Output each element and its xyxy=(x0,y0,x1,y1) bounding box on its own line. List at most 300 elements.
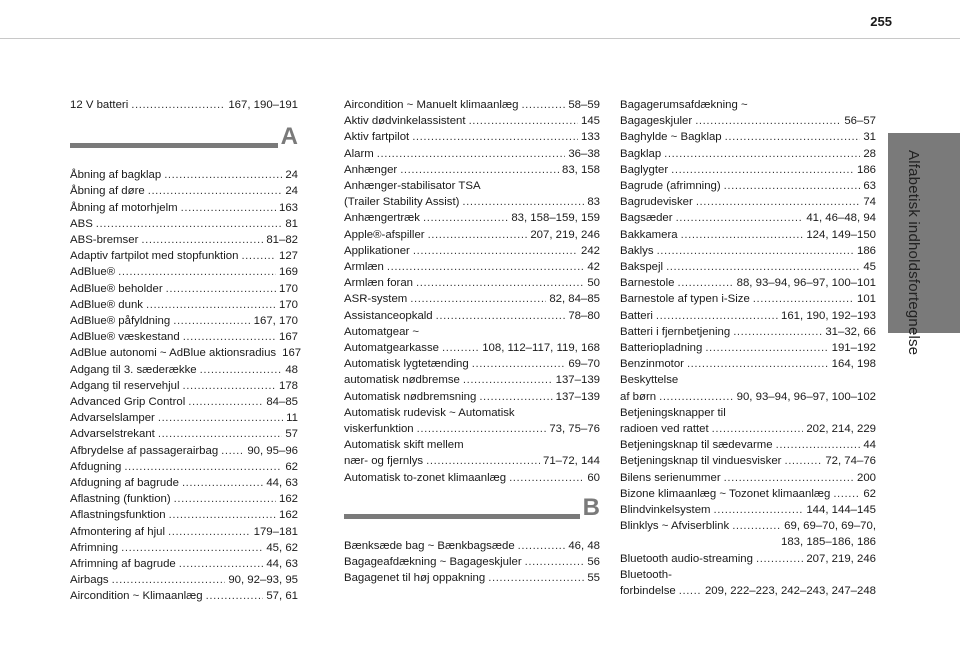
entry-pages: 164, 198 xyxy=(831,358,876,371)
entry-term: Bagageafdækning ~ Bagageskjuler xyxy=(344,556,522,569)
entry-pages: 186 xyxy=(856,244,876,257)
entry-term: Batteriopladning xyxy=(620,342,703,355)
entry-pages: 202, 214, 229 xyxy=(806,423,876,436)
entry-term: Bagklap xyxy=(620,147,662,160)
index-entry xyxy=(70,297,298,313)
index-entry xyxy=(70,281,298,297)
dot-leader xyxy=(664,146,860,162)
index-entry xyxy=(70,264,298,280)
entry-term: AdBlue® påfyldning xyxy=(70,315,171,328)
index-entry xyxy=(70,556,298,572)
entry-pages: 108, 112–117, 119, 168 xyxy=(482,342,600,355)
dot-leader xyxy=(676,210,804,226)
index-entry xyxy=(70,394,298,410)
entry-pages: 90, 95–96 xyxy=(247,444,298,457)
entry-pages: 45 xyxy=(863,261,876,274)
entry-term: Bizone klimaanlæg ~ Tozonet klimaanlæg xyxy=(620,487,831,500)
index-entry xyxy=(70,540,298,556)
index-entry xyxy=(620,243,876,259)
entry-pages: 36–38 xyxy=(568,147,600,160)
entry-pages: 44 xyxy=(863,439,876,452)
index-entry xyxy=(70,329,298,345)
index-entry xyxy=(70,313,298,329)
index-entry xyxy=(620,502,876,518)
entry-term: (Trailer Stability Assist) xyxy=(344,196,460,209)
entry-term: Betjeningsknap til sædevarme xyxy=(620,439,773,452)
dot-leader xyxy=(518,538,566,554)
entry-pages: 88, 93–94, 96–97, 100–101 xyxy=(736,277,876,290)
index-entry xyxy=(620,113,876,129)
entry-pages: 73, 75–76 xyxy=(549,423,600,436)
dot-leader xyxy=(724,178,861,194)
entry-pages: 207, 219, 246 xyxy=(806,552,876,565)
entry-pages: 78–80 xyxy=(568,309,600,322)
entry-pages: 90, 92–93, 95 xyxy=(228,574,298,587)
dot-leader xyxy=(426,453,540,469)
index-entry xyxy=(344,146,600,162)
entry-term: Aktiv dødvinkelassistent xyxy=(344,115,466,128)
dot-leader xyxy=(733,324,822,340)
entry-term: Bagrude (afrimning) xyxy=(620,180,721,193)
entry-pages: 62 xyxy=(285,460,298,473)
index-entry xyxy=(70,97,298,113)
dot-leader xyxy=(428,227,528,243)
entry-term: Baghylde ~ Bagklap xyxy=(620,131,722,144)
index-entry xyxy=(344,243,600,259)
entry-term: Armlæn foran xyxy=(344,277,414,290)
entry-term: Adaptiv fartpilot med stopfunktion xyxy=(70,250,239,263)
index-entry xyxy=(344,372,600,388)
entry-pages: 133 xyxy=(580,131,600,144)
index-entry xyxy=(620,518,876,534)
entry-pages: 167, 190–191 xyxy=(228,99,298,111)
dot-leader xyxy=(671,162,854,178)
index-entry xyxy=(70,183,298,199)
entry-term: Advanced Grip Control xyxy=(70,396,186,409)
entry-pages: 167 xyxy=(278,331,298,344)
dot-leader xyxy=(756,551,803,567)
index-entry xyxy=(620,259,876,275)
index-entry xyxy=(620,453,876,469)
entry-pages: 83, 158–159, 159 xyxy=(511,212,600,225)
index-entry xyxy=(344,259,600,275)
entry-term: Åbning af motorhjelm xyxy=(70,201,178,214)
entry-term: Armlæn xyxy=(344,261,384,274)
dot-leader xyxy=(696,194,861,210)
entry-pages: 178 xyxy=(278,379,298,392)
page-number: 255 xyxy=(870,14,892,29)
index-entry xyxy=(70,410,298,426)
entry-pages: 72, 74–76 xyxy=(825,455,876,468)
index-entry xyxy=(70,491,298,507)
entry-term: Batteri i fjernbetjening xyxy=(620,325,731,338)
entry-term: Automatisk lygtetænding xyxy=(344,358,469,371)
dot-leader xyxy=(200,362,283,378)
dot-leader xyxy=(141,232,263,248)
dot-leader xyxy=(164,167,282,183)
dot-leader xyxy=(188,394,263,410)
entry-term: Adgang til reservehjul xyxy=(70,379,180,392)
index-entry xyxy=(344,162,600,178)
entry-term: Afbrydelse af passagerairbag xyxy=(70,444,219,457)
index-entry xyxy=(620,389,876,405)
index-entry xyxy=(620,162,876,178)
entry-term: Åbning af døre xyxy=(70,185,145,198)
dot-leader xyxy=(377,146,566,162)
dot-leader xyxy=(776,437,861,453)
entry-pages: 50 xyxy=(587,277,600,290)
entry-term: Bagrudevisker xyxy=(620,196,693,209)
dot-leader xyxy=(732,518,781,534)
entry-term: AdBlue® væskestand xyxy=(70,331,180,344)
entry-pages: 90, 93–94, 96–97, 100–102 xyxy=(736,390,876,403)
dot-leader xyxy=(179,556,264,572)
index-entry xyxy=(70,232,298,248)
entry-pages: 161, 190, 192–193 xyxy=(780,309,876,322)
entry-pages: 145 xyxy=(580,115,600,128)
index-entry xyxy=(344,421,600,437)
entry-term: Bagsæder xyxy=(620,212,673,225)
entry-pages: 170 xyxy=(278,298,298,311)
entry-pages: 179–181 xyxy=(253,525,298,538)
letter-bar xyxy=(70,143,278,148)
letter-heading-a xyxy=(70,123,298,161)
entry-term: Bænksæde bag ~ Bænkbagsæde xyxy=(344,539,515,552)
index-entry xyxy=(620,210,876,226)
dot-leader xyxy=(166,281,276,297)
entry-term: Baklys xyxy=(620,244,654,257)
entry-pages: 81 xyxy=(285,217,298,230)
entry-term: Aktiv fartpilot xyxy=(344,131,410,144)
entry-term: Apple®-afspiller xyxy=(344,228,425,241)
entry-term: Applikationer xyxy=(344,244,410,257)
entry-pages: 62 xyxy=(863,487,876,500)
entry-term: Bakkamera xyxy=(620,228,678,241)
index-entry xyxy=(70,426,298,442)
index-entry xyxy=(620,227,876,243)
dot-leader xyxy=(158,410,283,426)
dot-leader xyxy=(121,540,263,556)
entry-term: Aircondition ~ Manuelt klimaanlæg xyxy=(344,99,519,111)
entry-term: Afrimning xyxy=(70,541,119,554)
index-entry xyxy=(344,308,600,324)
header-rule xyxy=(0,38,960,39)
index-entry xyxy=(620,308,876,324)
dot-leader xyxy=(183,329,276,345)
entry-pages: 41, 46–48, 94 xyxy=(806,212,876,225)
index-entry xyxy=(620,194,876,210)
chapter-title: Alfabetisk indholdsfortegnelse xyxy=(905,150,922,356)
dot-leader xyxy=(521,97,565,113)
entry-pages: 57, 61 xyxy=(266,590,298,603)
entry-pages: 44, 63 xyxy=(266,558,298,571)
index-entry xyxy=(344,275,600,291)
entry-pages: 209, 222–223, 242–243, 247–248 xyxy=(704,585,876,598)
entry-pages: 81–82 xyxy=(266,234,298,247)
entry-term: Blinklys ~ Afviserblink xyxy=(620,520,730,533)
index-entry xyxy=(70,507,298,523)
index-entry xyxy=(620,583,876,599)
dot-leader xyxy=(413,243,578,259)
entry-pages: 191–192 xyxy=(831,342,876,355)
dot-leader xyxy=(442,340,479,356)
entry-term: Afdugning af bagrude xyxy=(70,477,179,490)
dot-leader xyxy=(146,297,276,313)
entry-term: ASR-system xyxy=(344,293,408,306)
dot-leader xyxy=(753,291,854,307)
index-entry xyxy=(70,345,302,361)
dot-leader xyxy=(677,275,733,291)
dot-leader xyxy=(182,475,263,491)
entry-pages: 11 xyxy=(286,412,298,425)
index-entry xyxy=(70,378,298,394)
entry-term: Barnestole xyxy=(620,277,675,290)
index-entry xyxy=(620,340,876,356)
dot-leader xyxy=(695,113,841,129)
index-entry-line: Bagagerumsafdækning ~ xyxy=(620,99,748,111)
dot-leader xyxy=(118,264,276,280)
entry-term: Automatgearkasse xyxy=(344,342,439,355)
dot-leader xyxy=(463,372,553,388)
index-entry xyxy=(620,356,876,372)
index-entry xyxy=(344,538,600,554)
index-entry xyxy=(70,524,298,540)
index-entry xyxy=(70,248,298,264)
entry-pages: 28 xyxy=(863,147,876,160)
entry-pages: 24 xyxy=(285,169,298,182)
entry-pages: 69, 69–70, 69–70, xyxy=(784,520,876,533)
index-entry xyxy=(344,453,600,469)
index-entry xyxy=(344,570,600,586)
dot-leader xyxy=(181,200,276,216)
entry-pages: 74 xyxy=(863,196,876,209)
index-entry-line: Bluetooth- xyxy=(620,568,672,581)
entry-pages: 56–57 xyxy=(844,115,876,128)
dot-leader xyxy=(112,572,226,588)
entry-pages: 162 xyxy=(278,509,298,522)
index-entry xyxy=(620,291,876,307)
index-entry xyxy=(344,356,600,372)
entry-pages: 57 xyxy=(285,428,298,441)
entry-term: Aflastning (funktion) xyxy=(70,493,171,506)
index-entry-line: Automatisk skift mellem xyxy=(344,439,464,452)
letter-label: B xyxy=(582,493,600,521)
entry-pages: 45, 62 xyxy=(266,541,298,554)
entry-term: Benzinmotor xyxy=(620,358,684,371)
entry-pages: 124, 149–150 xyxy=(806,228,876,241)
dot-leader xyxy=(131,97,225,113)
entry-term: forbindelse xyxy=(620,585,676,598)
entry-pages: 169 xyxy=(278,266,298,279)
index-column-1 xyxy=(70,97,302,605)
entry-term: Assistanceopkald xyxy=(344,309,433,322)
index-entry xyxy=(620,146,876,162)
entry-pages: 31 xyxy=(863,131,876,144)
index-entry xyxy=(620,129,876,145)
dot-leader xyxy=(412,129,578,145)
entry-pages: 44, 63 xyxy=(266,477,298,490)
index-entry xyxy=(70,362,298,378)
entry-pages: 137–139 xyxy=(555,374,600,387)
dot-leader xyxy=(784,453,822,469)
dot-leader xyxy=(174,491,276,507)
entry-term: AdBlue® xyxy=(70,266,116,279)
dot-leader xyxy=(183,378,276,394)
entry-term: Bilens serienummer xyxy=(620,471,721,484)
entry-pages: 200 xyxy=(856,471,876,484)
entry-term: Automatisk to-zonet klimaanlæg xyxy=(344,471,507,484)
entry-pages: 167, 170 xyxy=(253,315,298,328)
index-entry xyxy=(620,275,876,291)
entry-term: Baglygter xyxy=(620,163,669,176)
index-column-3 xyxy=(620,97,876,599)
entry-term: nær- og fjernlys xyxy=(344,455,424,468)
dot-leader xyxy=(158,426,282,442)
entry-term: radioen ved rattet xyxy=(620,423,709,436)
entry-term: Aflastningsfunktion xyxy=(70,509,166,522)
entry-pages: 101 xyxy=(856,293,876,306)
entry-pages: 83, 158 xyxy=(561,163,600,176)
entry-pages: 137–139 xyxy=(555,390,600,403)
entry-term: Afmontering af hjul xyxy=(70,525,165,538)
dot-leader xyxy=(410,291,546,307)
index-entry xyxy=(70,443,298,459)
dot-leader xyxy=(724,470,854,486)
dot-leader xyxy=(656,308,778,324)
index-entry xyxy=(70,167,298,183)
index-entry xyxy=(70,588,298,604)
entry-term: AdBlue® beholder xyxy=(70,282,163,295)
index-entry xyxy=(344,554,600,570)
entry-term: ABS xyxy=(70,217,93,230)
entry-term: Adgang til 3. sæderække xyxy=(70,363,197,376)
entry-pages: 82, 84–85 xyxy=(549,293,600,306)
index-entry xyxy=(70,200,298,216)
index-entry xyxy=(344,340,600,356)
entry-term: Bakspejl xyxy=(620,261,664,274)
index-entry xyxy=(70,216,298,232)
entry-pages: 170 xyxy=(278,282,298,295)
index-entry xyxy=(70,475,298,491)
index-entry xyxy=(70,459,298,475)
index-entry xyxy=(620,421,876,437)
entry-term: Blindvinkelsystem xyxy=(620,504,711,517)
index-entry xyxy=(70,572,298,588)
entry-term: Alarm xyxy=(344,147,374,160)
dot-leader xyxy=(705,340,828,356)
index-entry xyxy=(620,178,876,194)
entry-term: af børn xyxy=(620,390,657,403)
chapter-tab xyxy=(888,133,960,333)
index-entry xyxy=(344,227,600,243)
entry-pages: 46, 48 xyxy=(568,539,600,552)
entry-pages: 56 xyxy=(587,556,600,569)
index-entry xyxy=(344,291,600,307)
entry-pages: 167 xyxy=(282,347,302,360)
entry-term: Anhænger xyxy=(344,163,398,176)
index-entry xyxy=(620,470,876,486)
entry-term: Anhængertræk xyxy=(344,212,420,225)
entry-term: Bluetooth audio-streaming xyxy=(620,552,753,565)
dot-leader xyxy=(96,216,283,232)
entry-pages: 144, 144–145 xyxy=(806,504,876,517)
entry-pages: 207, 219, 246 xyxy=(530,228,600,241)
entry-term: Batteri xyxy=(620,309,653,322)
dot-leader xyxy=(221,443,244,459)
dot-leader xyxy=(725,129,861,145)
index-entry xyxy=(344,129,600,145)
entry-term: Afdugning xyxy=(70,460,122,473)
index-entry xyxy=(344,470,600,486)
entry-term: Advarselslamper xyxy=(70,412,155,425)
dot-leader xyxy=(659,389,734,405)
entry-term: Barnestole af typen i-Size xyxy=(620,293,750,306)
index-entry xyxy=(344,210,600,226)
dot-leader xyxy=(400,162,559,178)
index-entry xyxy=(620,486,876,502)
entry-pages: 84–85 xyxy=(266,396,298,409)
dot-leader xyxy=(712,421,804,437)
index-entry xyxy=(344,113,600,129)
index-entry xyxy=(620,324,876,340)
dot-leader xyxy=(714,502,804,518)
entry-term: viskerfunktion xyxy=(344,423,414,436)
entry-pages: 60 xyxy=(587,471,600,484)
entry-term: Bagageskjuler xyxy=(620,115,693,128)
dot-leader xyxy=(472,356,566,372)
index-entry xyxy=(344,389,600,405)
dot-leader xyxy=(833,486,860,502)
dot-leader xyxy=(657,243,854,259)
dot-leader xyxy=(462,194,584,210)
entry-term: Åbning af bagklap xyxy=(70,169,162,182)
entry-pages: 55 xyxy=(587,572,600,585)
dot-leader xyxy=(417,421,547,437)
index-entry-line: Beskyttelse xyxy=(620,374,679,387)
dot-leader xyxy=(666,259,860,275)
dot-leader xyxy=(168,524,251,540)
dot-leader xyxy=(148,183,283,199)
entry-pages: 186 xyxy=(856,163,876,176)
index-entry xyxy=(620,437,876,453)
entry-term: Betjeningsknap til vinduesvisker xyxy=(620,455,782,468)
entry-pages: 48 xyxy=(285,363,298,376)
entry-term: Advarselstrekant xyxy=(70,428,155,441)
entry-term: Airbags xyxy=(70,574,109,587)
dot-leader xyxy=(525,554,585,570)
dot-leader xyxy=(479,389,552,405)
dot-leader xyxy=(173,313,250,329)
entry-pages: 163 xyxy=(278,201,298,214)
entry-term: AdBlue® dunk xyxy=(70,298,143,311)
entry-term: 12 V batteri xyxy=(70,99,129,111)
dot-leader xyxy=(687,356,829,372)
index-entry-line: Anhænger-stabilisator TSA xyxy=(344,180,481,193)
letter-heading-b xyxy=(344,493,600,532)
dot-leader xyxy=(241,248,276,264)
entry-term: automatisk nødbremse xyxy=(344,374,460,387)
index-entry-line: Betjeningsknapper til xyxy=(620,406,726,419)
dot-leader xyxy=(436,308,566,324)
index-entry-line: Automatgear ~ xyxy=(344,325,420,338)
entry-term: AdBlue autonomi ~ AdBlue aktionsradius xyxy=(70,347,277,360)
index-entry xyxy=(344,194,600,210)
index-entry-pages-continued: 183, 185–186, 186 xyxy=(780,536,876,549)
entry-pages: 42 xyxy=(587,261,600,274)
dot-leader xyxy=(469,113,578,129)
entry-pages: 58–59 xyxy=(568,99,600,111)
entry-term: Automatisk nødbremsning xyxy=(344,390,477,403)
